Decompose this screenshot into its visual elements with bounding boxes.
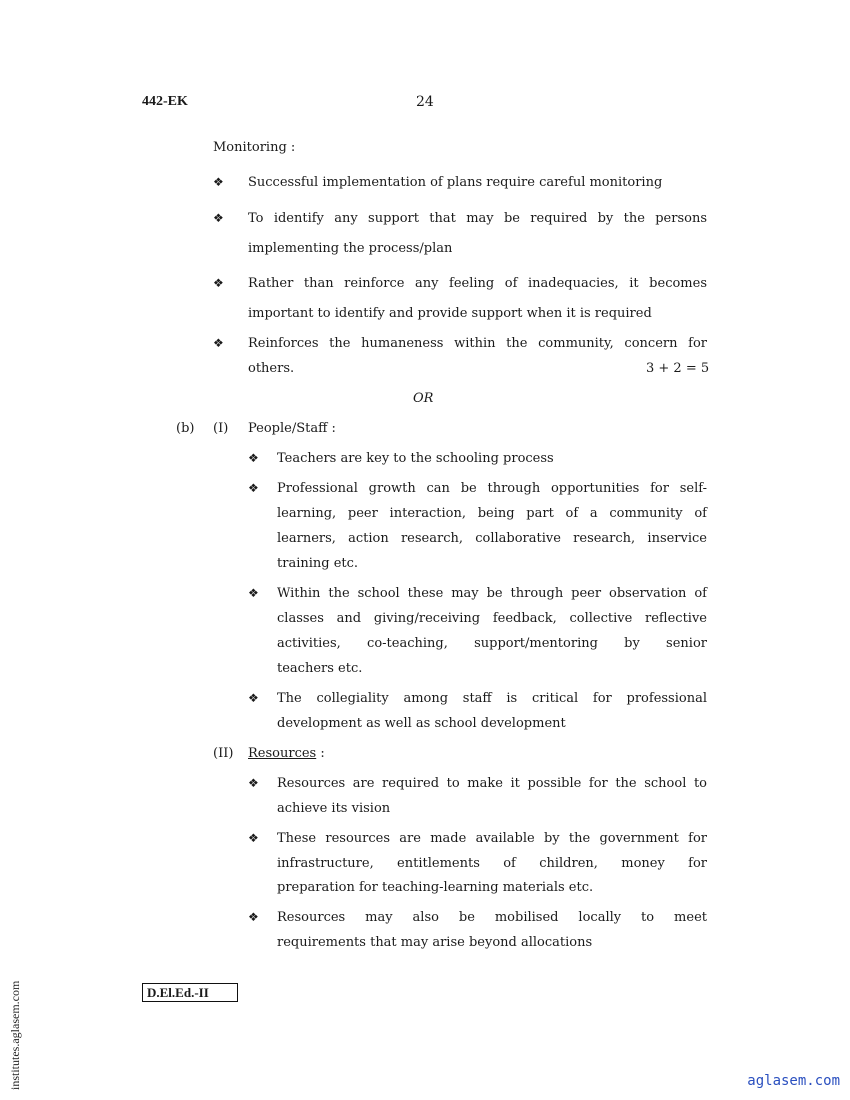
bullet-icon: ❖	[248, 691, 259, 705]
page-number: 24	[416, 94, 434, 110]
bullet-line: Reinforces the humaneness within the community, concern for	[248, 336, 707, 351]
bullet-line: Professional growth can be through opportunities for self-	[277, 481, 707, 496]
bullet-icon: ❖	[213, 175, 224, 189]
bullet-line: Successful implementation of plans require careful monitoring	[248, 175, 663, 190]
bullet-line: classes and giving/receiving feedback, collective reflective	[277, 611, 707, 626]
bullet-line: Resources may also be mobilised locally to meet	[277, 910, 707, 925]
side-watermark: institutes.aglasem.com	[8, 980, 22, 1090]
section-title-people-staff: People/Staff :	[248, 421, 336, 436]
section-title-resources	[248, 741, 325, 766]
brand-link[interactable]: aglasem.com	[747, 1073, 840, 1089]
bullet-line: training etc.	[277, 556, 359, 571]
bullet-line: teachers etc.	[277, 661, 363, 676]
bullet-icon: ❖	[213, 336, 224, 350]
bullet-icon: ❖	[213, 211, 224, 225]
resources-title-colon: :	[316, 746, 325, 761]
monitoring-heading: Monitoring :	[213, 140, 296, 155]
bullet-icon: ❖	[248, 910, 259, 924]
bullet-icon: ❖	[248, 776, 259, 790]
bullet-line: implementing the process/plan	[248, 241, 453, 256]
paper-code: 442-EK	[142, 94, 188, 109]
bullet-icon: ❖	[213, 276, 224, 290]
bullet-line: These resources are made available by the government for	[277, 831, 707, 846]
bullet-icon: ❖	[248, 451, 259, 465]
section-number: (II)	[213, 746, 234, 761]
bullet-line: development as well as school development	[277, 716, 566, 731]
bullet-line: Within the school these may be through peer observation of	[277, 586, 707, 601]
bullet-line: preparation for teaching-learning materials etc.	[277, 880, 594, 895]
bullet-line: Teachers are key to the schooling process	[277, 451, 554, 466]
bullet-line: To identify any support that may be required by the persons	[248, 211, 707, 226]
bullet-icon: ❖	[248, 481, 259, 495]
bullet-line: requirements that may arise beyond allocations	[277, 935, 593, 950]
part-b-label: (b)	[176, 421, 195, 436]
bullet-line: The collegiality among staff is critical for professional	[277, 691, 707, 706]
bullet-line: others.	[248, 361, 295, 376]
bullet-line: Resources are required to make it possible for the school to	[277, 776, 707, 791]
bullet-line: Rather than reinforce any feeling of inadequacies, it becomes	[248, 276, 707, 291]
section-number: (I)	[213, 421, 229, 436]
bullet-line: achieve its vision	[277, 801, 391, 816]
bullet-icon: ❖	[248, 831, 259, 845]
bullet-line: learning, peer interaction, being part of a community of	[277, 506, 707, 521]
bullet-line: infrastructure, entitlements of children, money for	[277, 856, 707, 871]
bullet-line: important to identify and provide support when it is required	[248, 306, 652, 321]
bullet-line: learners, action research, collaborative research, inservice	[277, 531, 707, 546]
or-separator: OR	[413, 391, 434, 406]
resources-title-text: Resources	[248, 746, 317, 761]
course-code-box: D.El.Ed.-II	[142, 983, 238, 1002]
marks-allocation: 3 + 2 = 5	[646, 361, 710, 376]
bullet-line: activities, co-teaching, support/mentoring by senior	[277, 636, 707, 651]
bullet-icon: ❖	[248, 586, 259, 600]
